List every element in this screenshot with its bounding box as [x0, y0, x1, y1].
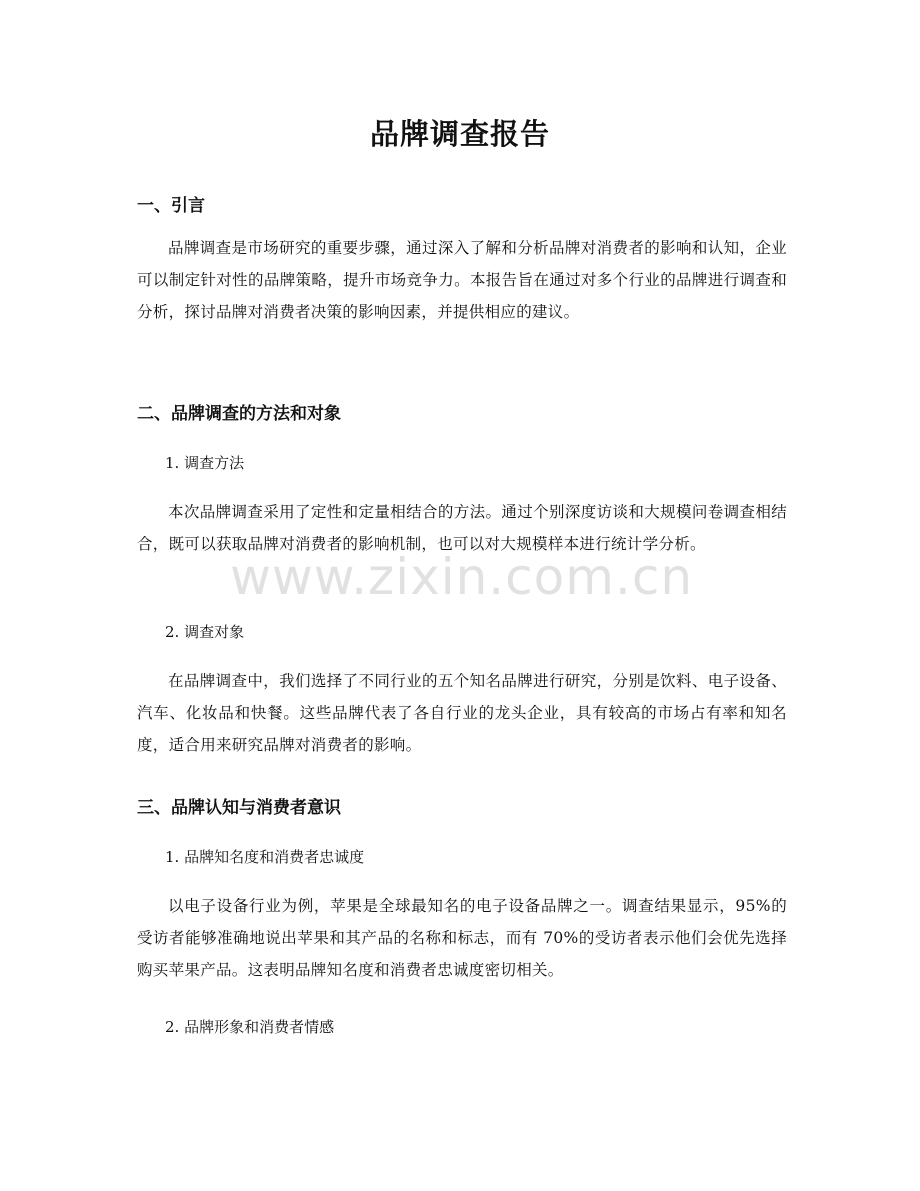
subheading-survey-subjects: 2. 调查对象 [165, 623, 245, 641]
section-heading-methods: 二、品牌调查的方法和对象 [137, 404, 341, 424]
paragraph-survey-subjects: 在品牌调查中，我们选择了不同行业的五个知名品牌进行研究，分别是饮料、电子设备、汽车、化妆品和快餐。这些品牌代表了各自行业的龙头企业，具有较高的市场占有率和知名度，适合用来研究品牌对消费者的影响。 [137, 672, 787, 754]
paragraph-awareness-loyalty: 以电子设备行业为例，苹果是全球最知名的电子设备品牌之一。调查结果显示，95%的受访者能够准确地说出苹果和其产品的名称和标志，而有 70%的受访者表示他们会优先选择购买苹果产品。这表明品牌知名度和消费者忠诚度密切相关。 [137, 897, 787, 979]
subheading-survey-method: 1. 调查方法 [165, 454, 245, 472]
section-heading-introduction: 一、引言 [137, 196, 205, 216]
subheading-awareness-loyalty: 1. 品牌知名度和消费者忠诚度 [165, 848, 365, 866]
document-title: 品牌调查报告 [369, 117, 550, 151]
paragraph-survey-method: 本次品牌调查采用了定性和定量相结合的方法。通过个别深度访谈和大规模问卷调查相结合，既可以获取品牌对消费者的影响机制，也可以对大规模样本进行统计学分析。 [137, 503, 787, 553]
section-heading-brand-awareness: 三、品牌认知与消费者意识 [137, 798, 341, 818]
paragraph-introduction: 品牌调查是市场研究的重要步骤，通过深入了解和分析品牌对消费者的影响和认知，企业可以制定针对性的品牌策略，提升市场竞争力。本报告旨在通过对多个行业的品牌进行调查和分析，探讨品牌对消费者决策的影响因素，并提供相应的建议。 [137, 239, 787, 321]
watermark: www.zixin.com.cn [230, 548, 694, 606]
subheading-brand-image: 2. 品牌形象和消费者情感 [165, 1018, 335, 1036]
